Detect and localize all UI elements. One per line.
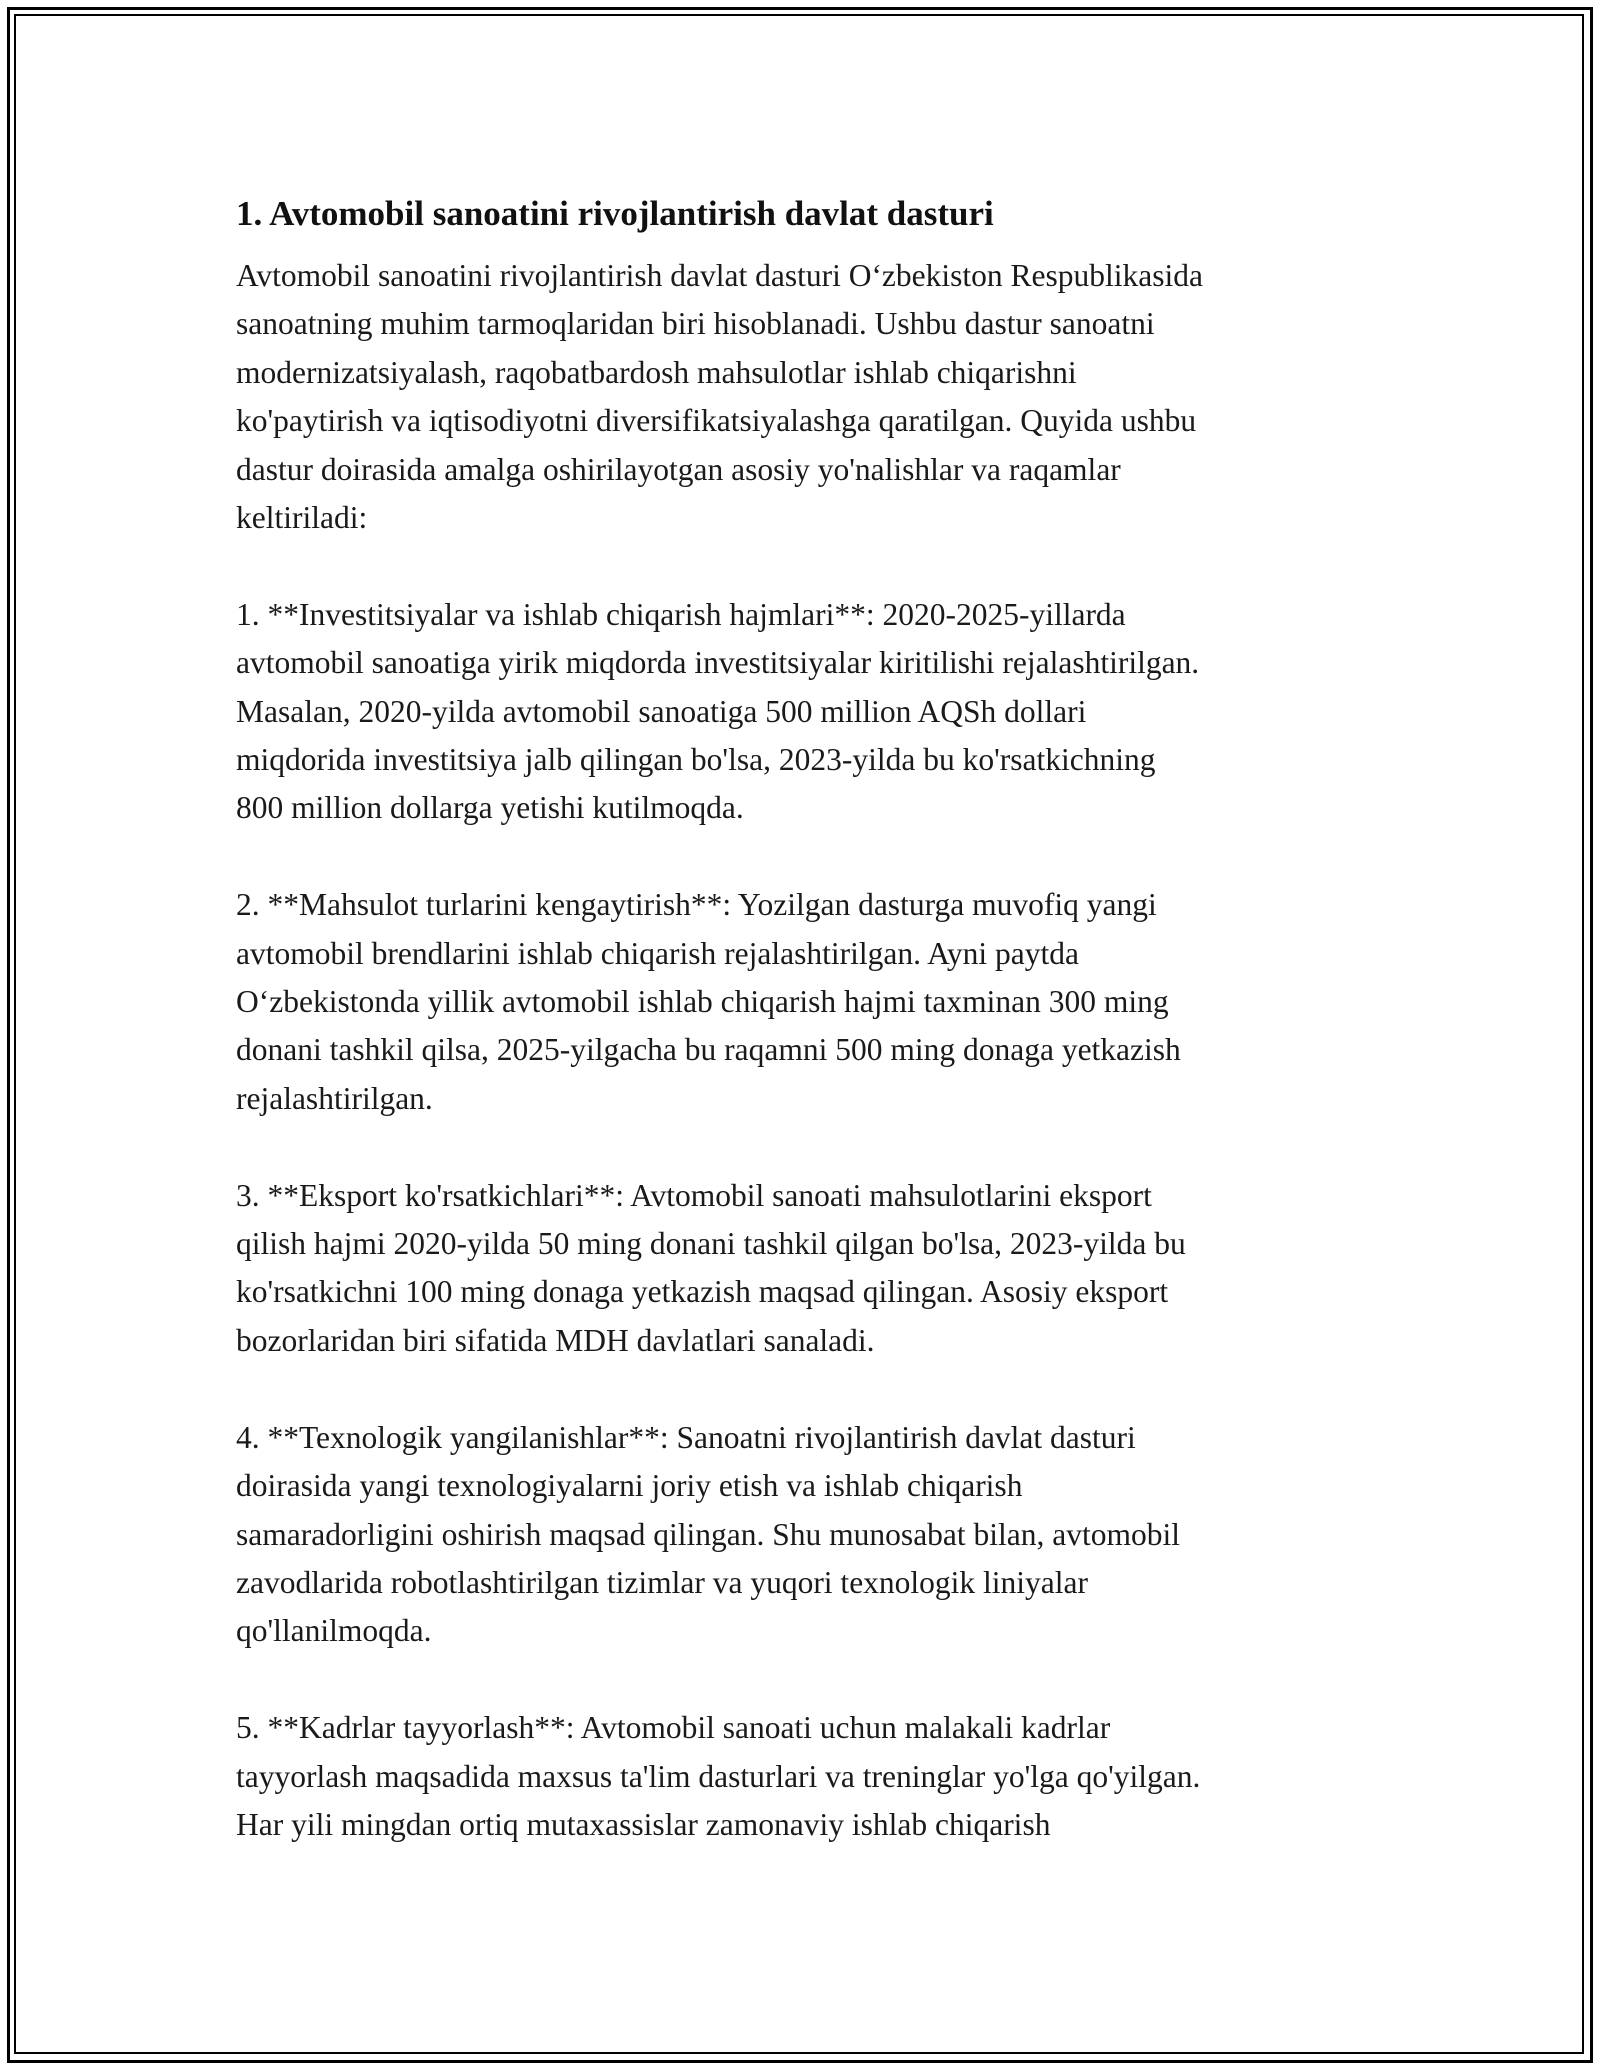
text-line: miqdorida investitsiya jalb qilingan bo'lsa, 2023-yilda bu ko'rsatkichning xyxy=(236,742,1156,778)
list-item-paragraph xyxy=(236,1414,1376,1656)
text-line: qo'llanilmoqda. xyxy=(236,1613,432,1649)
text-line: avtomobil sanoatiga yirik miqdorda investitsiyalar kiritilishi rejalashtirilgan. xyxy=(236,645,1200,681)
text-line: bozorlaridan biri sifatida MDH davlatlari sanaladi. xyxy=(236,1322,875,1358)
text-line: samaradorligini oshirish maqsad qilingan. Shu munosabat bilan, avtomobil xyxy=(236,1516,1181,1552)
text-line: doirasida yangi texnologiyalarni joriy etish va ishlab chiqarish xyxy=(236,1468,1023,1504)
text-line: modernizatsiyalash, raqobatbardosh mahsulotlar ishlab chiqarishni xyxy=(236,354,1077,390)
text-line: qilish hajmi 2020-yilda 50 ming donani tashkil qilgan bo'lsa, 2023-yilda bu xyxy=(236,1226,1186,1262)
text-line: ko'paytirish va iqtisodiyotni diversifikatsiyalashga qaratilgan. Quyida ushbu xyxy=(236,403,1197,439)
text-line: ko'rsatkichni 100 ming donaga yetkazish maqsad qilingan. Asosiy eksport xyxy=(236,1274,1169,1310)
text-line: Masalan, 2020-yilda avtomobil sanoatiga 500 million AQSh dollari xyxy=(236,693,1087,729)
text-line: sanoatning muhim tarmoqlaridan biri hisoblanadi. Ushbu dastur sanoatni xyxy=(236,306,1155,342)
text-line: 1. **Investitsiyalar va ishlab chiqarish hajmlari**: 2020-2025-yillarda xyxy=(236,596,1126,632)
text-line: tayyorlash maqsadida maxsus ta'lim dasturlari va treninglar yo'lga qo'yilgan. xyxy=(236,1758,1201,1794)
text-line: zavodlarida robotlashtirilgan tizimlar va yuqori texnologik liniyalar xyxy=(236,1564,1089,1600)
text-line: rejalashtirilgan. xyxy=(236,1080,433,1116)
list-item-paragraph xyxy=(236,881,1376,1123)
intro-paragraph xyxy=(236,252,1376,542)
text-line: dastur doirasida amalga oshirilayotgan asosiy yo'nalishlar va raqamlar xyxy=(236,451,1121,487)
text-line: O‘zbekistonda yillik avtomobil ishlab chiqarish hajmi taxminan 300 ming xyxy=(236,984,1169,1020)
text-line: 2. **Mahsulot turlarini kengaytirish**: Yozilgan dasturga muvofiq yangi xyxy=(236,887,1157,923)
text-line: donani tashkil qilsa, 2025-yilgacha bu raqamni 500 ming donaga yetkazish xyxy=(236,1032,1181,1068)
text-line: avtomobil brendlarini ishlab chiqarish rejalashtirilgan. Ayni paytda xyxy=(236,935,1080,971)
text-line: Har yili mingdan ortiq mutaxassislar zamonaviy ishlab chiqarish xyxy=(236,1806,1051,1842)
list-item-paragraph xyxy=(236,1704,1376,1849)
text-line: 800 million dollarga yetishi kutilmoqda. xyxy=(236,790,744,826)
list-item-paragraph xyxy=(236,591,1376,833)
list-item-paragraph xyxy=(236,1172,1376,1366)
text-line: 3. **Eksport ko'rsatkichlari**: Avtomobil sanoati mahsulotlarini eksport xyxy=(236,1177,1152,1213)
text-line: Avtomobil sanoatini rivojlantirish davlat dasturi O‘zbekiston Respublikasida xyxy=(236,258,1204,293)
section-heading: 1. Avtomobil sanoatini rivojlantirish davlat dasturi xyxy=(236,194,994,233)
text-line: 5. **Kadrlar tayyorlash**: Avtomobil sanoati uchun malakali kadrlar xyxy=(236,1710,1111,1746)
paragraph-list xyxy=(236,252,1376,1849)
document-body xyxy=(236,186,1376,1898)
text-line: 4. **Texnologik yangilanishlar**: Sanoatni rivojlantirish davlat dasturi xyxy=(236,1419,1136,1455)
text-line: keltiriladi: xyxy=(236,500,368,536)
